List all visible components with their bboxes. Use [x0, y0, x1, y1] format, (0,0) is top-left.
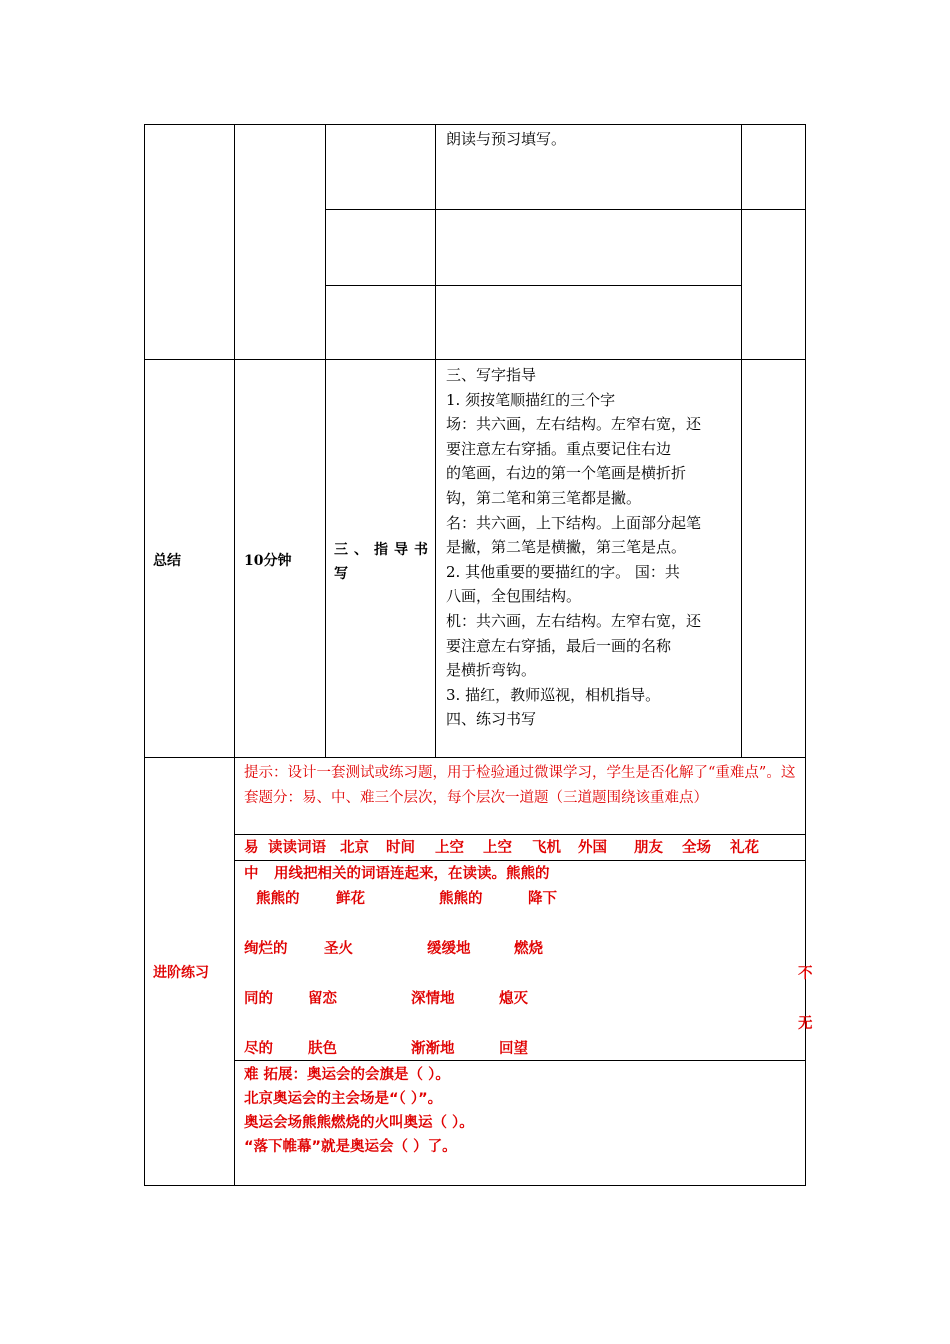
- grid-line: [325, 124, 326, 758]
- hard-line: 北京奥运会的主会场是“（ ）”。: [244, 1091, 443, 1107]
- content-line: 3. 描红，教师巡视，相机指导。: [446, 685, 661, 704]
- summary-activity-line1: 三、指导书: [334, 542, 434, 558]
- easy-word: 礼花: [730, 840, 759, 856]
- medium-label: 中: [244, 866, 259, 882]
- easy-word: 朋友: [634, 840, 663, 856]
- grid-line: [234, 834, 806, 835]
- grid-line: [325, 285, 741, 286]
- hard-line: 奥运会场熊熊燃烧的火叫奥运（ ）。: [244, 1115, 474, 1131]
- content-line: 是撇，第二笔是横撇，第三笔是点。: [446, 538, 687, 557]
- table-border-top: [144, 124, 806, 125]
- content-line: 机：共六画，左右结构。左窄右宽，还: [446, 612, 702, 630]
- easy-word: 北京: [340, 840, 369, 856]
- match-word: 同的: [244, 991, 273, 1007]
- easy-label: 易: [244, 840, 259, 856]
- match-word: 缓缓地: [427, 941, 471, 957]
- match-word: 肤色: [308, 1041, 337, 1057]
- grid-line: [144, 757, 806, 758]
- content-line: 名：共六画，上下结构。上面部分起笔: [446, 513, 702, 532]
- summary-activity-line2: 写: [334, 566, 348, 582]
- grid-line: [144, 359, 806, 360]
- table-border-bottom: [144, 1185, 806, 1186]
- easy-word: 外国: [578, 840, 607, 856]
- grid-line: [325, 209, 806, 210]
- top-content-text: 朗读与预习填写。: [446, 130, 567, 148]
- easy-word: 飞机: [532, 840, 561, 856]
- side-char: 不: [798, 966, 813, 982]
- match-word: 深情地: [411, 991, 455, 1007]
- content-line: 2. 其他重要的要描红的字。 国：共: [446, 562, 680, 581]
- easy-word: 全场: [682, 840, 711, 856]
- match-word: 鲜花: [336, 891, 365, 907]
- content-line: 是横折弯钩。: [446, 661, 537, 680]
- summary-stage-label: 总结: [153, 553, 181, 569]
- side-char: 无: [798, 1016, 813, 1032]
- summary-duration: 10分钟: [244, 553, 292, 569]
- match-word: 燃烧: [514, 941, 543, 957]
- match-word: 回望: [499, 1041, 528, 1057]
- match-word: 绚烂的: [244, 941, 288, 957]
- match-word: 熄灭: [499, 991, 528, 1007]
- easy-word: 时间: [386, 840, 415, 856]
- hard-line: “落下帷幕”就是奥运会（ ）了。: [244, 1139, 457, 1155]
- grid-line: [234, 124, 235, 1186]
- practice-hint: 提示：设计一套测试或练习题，用于检验通过微课学习，学生是否化解了“重难点”。这套题分：易、中、难三个层次，每个层次一道题（三道题围绕该重难点）: [244, 765, 796, 806]
- easy-word: 上空: [483, 840, 512, 856]
- easy-instruction: 读读词语: [268, 840, 326, 856]
- grid-line: [435, 124, 436, 758]
- match-word: 渐渐地: [411, 1041, 455, 1057]
- content-line: 钩，第二笔和第三笔都是撇。: [446, 489, 642, 507]
- content-line: 四、练习书写: [446, 710, 537, 729]
- content-line: 的笔画，右边的第一个笔画是横折折: [446, 464, 687, 483]
- match-word: 留恋: [308, 991, 337, 1007]
- match-word: 尽的: [244, 1041, 273, 1057]
- content-line: 场：共六画，左右结构。左窄右宽，还: [446, 415, 702, 434]
- match-word: 熊熊的: [256, 891, 300, 907]
- table-border-left: [144, 124, 145, 1186]
- match-word: 圣火: [324, 941, 353, 957]
- match-word: 降下: [528, 891, 557, 907]
- grid-line: [741, 124, 742, 758]
- content-line: 要注意左右穿插，最后一画的名称: [446, 636, 672, 655]
- easy-word: 上空: [435, 840, 464, 856]
- content-line: 1. 须按笔顺描红的三个字: [446, 390, 616, 409]
- content-line: 要注意左右穿插。重点要记住右边: [446, 439, 672, 458]
- hard-line: 难 拓展：奥运会的会旗是（ ）。: [244, 1067, 450, 1083]
- match-word: 熊熊的: [439, 891, 483, 907]
- content-line: 八画，全包围结构。: [446, 587, 582, 606]
- medium-instruction: 用线把相关的词语连起来，在读读。熊熊的: [274, 866, 550, 882]
- content-line: 三、写字指导: [446, 366, 537, 384]
- practice-stage-label: 进阶练习: [153, 965, 209, 981]
